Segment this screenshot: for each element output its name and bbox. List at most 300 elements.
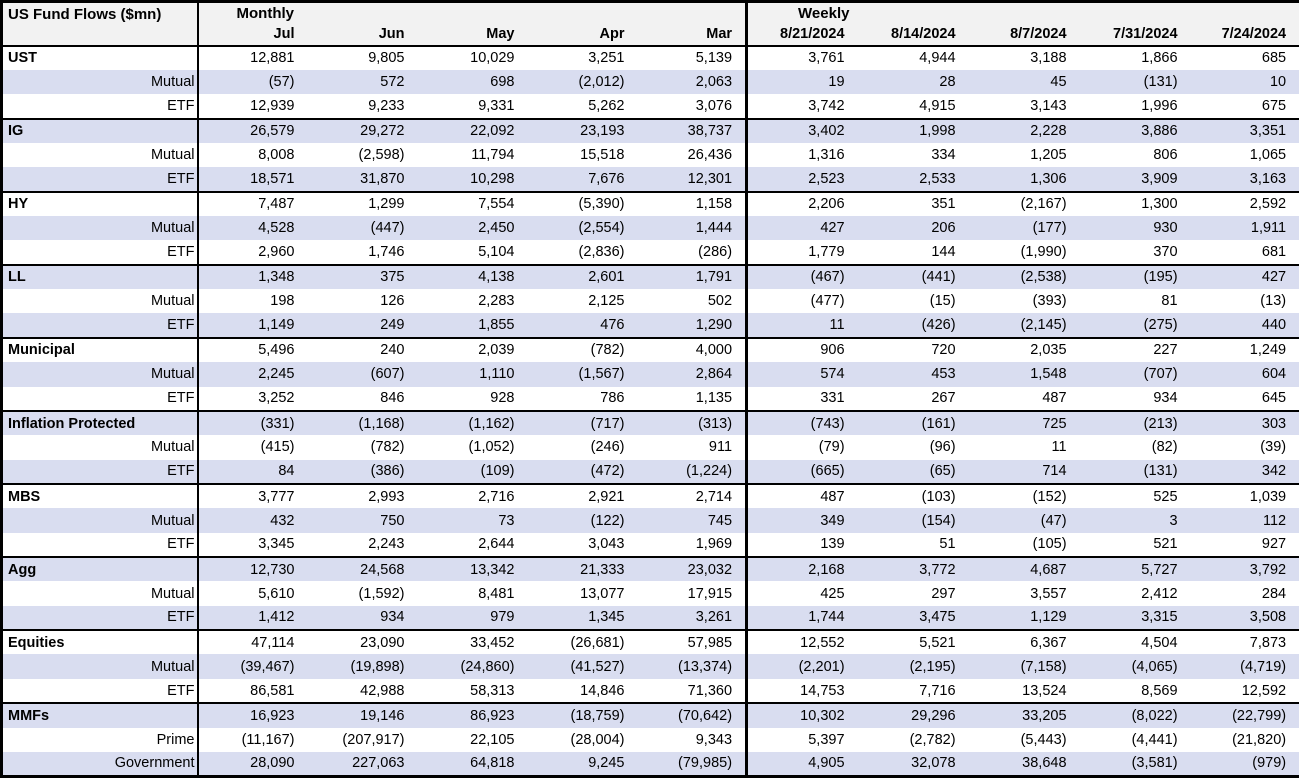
cell-value: (82) [1080, 435, 1191, 459]
cell-value: 1,746 [308, 240, 418, 264]
cell-value: (103) [858, 484, 969, 508]
row-label: Mutual [2, 70, 198, 94]
cell-value: 13,342 [418, 557, 528, 581]
table-row [2, 143, 1299, 167]
cell-value: 4,905 [747, 752, 858, 777]
cell-value: 750 [308, 508, 418, 532]
cell-value: 7,487 [198, 192, 308, 216]
cell-value: 12,730 [198, 557, 308, 581]
row-label: ETF [2, 533, 198, 557]
cell-value: 3,402 [747, 119, 858, 143]
cell-value: 206 [858, 216, 969, 240]
cell-value: 45 [969, 70, 1080, 94]
cell-value: 5,610 [198, 581, 308, 605]
cell-value: 8,569 [1080, 679, 1191, 703]
cell-value: (415) [198, 435, 308, 459]
cell-value: 6,367 [969, 630, 1080, 654]
cell-value: 1,444 [638, 216, 747, 240]
cell-value: 12,592 [1191, 679, 1299, 703]
cell-value: 1,779 [747, 240, 858, 264]
cell-value: (19,898) [308, 654, 418, 678]
cell-value: 3,188 [969, 46, 1080, 70]
cell-value: (131) [1080, 70, 1191, 94]
cell-value: 227,063 [308, 752, 418, 777]
group-label: Inflation Protected [2, 411, 198, 435]
cell-value: 23,032 [638, 557, 747, 581]
cell-value: 3,475 [858, 606, 969, 630]
cell-value: (5,390) [528, 192, 638, 216]
cell-value: 370 [1080, 240, 1191, 264]
cell-value: 2,921 [528, 484, 638, 508]
cell-value: 2,125 [528, 289, 638, 313]
cell-value: (28,004) [528, 728, 638, 752]
cell-value: (41,527) [528, 654, 638, 678]
row-label: Mutual [2, 508, 198, 532]
table-row [2, 70, 1299, 94]
cell-value: (331) [198, 411, 308, 435]
cell-value: 81 [1080, 289, 1191, 313]
section-header-row [2, 2, 1299, 24]
cell-value: 1,866 [1080, 46, 1191, 70]
cell-value: 930 [1080, 216, 1191, 240]
cell-value: (1,168) [308, 411, 418, 435]
row-label: ETF [2, 313, 198, 337]
cell-value: 934 [308, 606, 418, 630]
cell-value: (4,441) [1080, 728, 1191, 752]
cell-value: 29,272 [308, 119, 418, 143]
row-label: ETF [2, 240, 198, 264]
cell-value: 303 [1191, 411, 1299, 435]
table-row [2, 435, 1299, 459]
cell-value: (177) [969, 216, 1080, 240]
cell-value: (743) [747, 411, 858, 435]
group-row-mbs [2, 484, 1299, 508]
group-row-ll [2, 265, 1299, 289]
cell-value: 12,552 [747, 630, 858, 654]
cell-value: (3,581) [1080, 752, 1191, 777]
cell-value: 2,533 [858, 167, 969, 191]
cell-value: 432 [198, 508, 308, 532]
cell-value: 2,283 [418, 289, 528, 313]
cell-value: 521 [1080, 533, 1191, 557]
cell-value: 3,742 [747, 94, 858, 118]
cell-value: 2,592 [1191, 192, 1299, 216]
cell-value: 2,601 [528, 265, 638, 289]
cell-value: 2,993 [308, 484, 418, 508]
cell-value: 10 [1191, 70, 1299, 94]
group-row-agg [2, 557, 1299, 581]
cell-value: 5,727 [1080, 557, 1191, 581]
cell-value: 427 [1191, 265, 1299, 289]
cell-value: 14,846 [528, 679, 638, 703]
cell-value: 2,063 [638, 70, 747, 94]
cell-value: (1,052) [418, 435, 528, 459]
cell-value: 1,299 [308, 192, 418, 216]
cell-value: 240 [308, 338, 418, 362]
cell-value: 1,345 [528, 606, 638, 630]
row-label: Prime [2, 728, 198, 752]
cell-value: 15,518 [528, 143, 638, 167]
table-row [2, 460, 1299, 484]
cell-value: (1,162) [418, 411, 528, 435]
cell-value: (7,158) [969, 654, 1080, 678]
cell-value: (1,592) [308, 581, 418, 605]
cell-value: 2,412 [1080, 581, 1191, 605]
cell-value: 11 [969, 435, 1080, 459]
column-header: Jul [198, 24, 308, 46]
cell-value: 28,090 [198, 752, 308, 777]
cell-value: (717) [528, 411, 638, 435]
row-label: ETF [2, 679, 198, 703]
cell-value: 12,881 [198, 46, 308, 70]
cell-value: (2,012) [528, 70, 638, 94]
cell-value: (195) [1080, 265, 1191, 289]
column-header: Mar [638, 24, 747, 46]
cell-value: 19,146 [308, 703, 418, 727]
cell-value: 375 [308, 265, 418, 289]
cell-value: 2,168 [747, 557, 858, 581]
cell-value: 349 [747, 508, 858, 532]
row-label: ETF [2, 460, 198, 484]
cell-value: 846 [308, 387, 418, 411]
cell-value: (2,836) [528, 240, 638, 264]
cell-value: 33,205 [969, 703, 1080, 727]
cell-value: (707) [1080, 362, 1191, 386]
cell-value: 927 [1191, 533, 1299, 557]
cell-value: 1,290 [638, 313, 747, 337]
cell-value: (122) [528, 508, 638, 532]
cell-value: 1,412 [198, 606, 308, 630]
cell-value: 198 [198, 289, 308, 313]
cell-value: 1,205 [969, 143, 1080, 167]
cell-value: 685 [1191, 46, 1299, 70]
row-label: Mutual [2, 654, 198, 678]
cell-value: 1,300 [1080, 192, 1191, 216]
cell-value: 2,035 [969, 338, 1080, 362]
group-row-equities [2, 630, 1299, 654]
cell-value: 331 [747, 387, 858, 411]
cell-value: (96) [858, 435, 969, 459]
cell-value: 2,716 [418, 484, 528, 508]
cell-value: 911 [638, 435, 747, 459]
cell-value: 12,301 [638, 167, 747, 191]
cell-value: 1,039 [1191, 484, 1299, 508]
cell-value: (65) [858, 460, 969, 484]
cell-value: 334 [858, 143, 969, 167]
cell-value: 745 [638, 508, 747, 532]
cell-value: 38,737 [638, 119, 747, 143]
cell-value: 47,114 [198, 630, 308, 654]
cell-value: (246) [528, 435, 638, 459]
cell-value: 22,105 [418, 728, 528, 752]
table-row [2, 289, 1299, 313]
cell-value: 1,249 [1191, 338, 1299, 362]
cell-value: (161) [858, 411, 969, 435]
cell-value: 1,110 [418, 362, 528, 386]
cell-value: (2,195) [858, 654, 969, 678]
cell-value: 1,548 [969, 362, 1080, 386]
cell-value: 58,313 [418, 679, 528, 703]
cell-value: 487 [747, 484, 858, 508]
cell-value: 24,568 [308, 557, 418, 581]
cell-value: (607) [308, 362, 418, 386]
cell-value: 19 [747, 70, 858, 94]
cell-value: 714 [969, 460, 1080, 484]
cell-value: (213) [1080, 411, 1191, 435]
column-header: 8/21/2024 [747, 24, 858, 46]
cell-value: 7,716 [858, 679, 969, 703]
cell-value: (70,642) [638, 703, 747, 727]
cell-value: 1,348 [198, 265, 308, 289]
cell-value: 4,915 [858, 94, 969, 118]
cell-value: (441) [858, 265, 969, 289]
cell-value: 57,985 [638, 630, 747, 654]
cell-value: 1,998 [858, 119, 969, 143]
cell-value: (79) [747, 435, 858, 459]
cell-value: (105) [969, 533, 1080, 557]
cell-value: 2,864 [638, 362, 747, 386]
cell-value: 3,909 [1080, 167, 1191, 191]
cell-value: (21,820) [1191, 728, 1299, 752]
cell-value: (393) [969, 289, 1080, 313]
cell-value: 3,143 [969, 94, 1080, 118]
cell-value: 1,791 [638, 265, 747, 289]
cell-value: (26,681) [528, 630, 638, 654]
cell-value: 1,129 [969, 606, 1080, 630]
cell-value: 476 [528, 313, 638, 337]
cell-value: (275) [1080, 313, 1191, 337]
cell-value: (109) [418, 460, 528, 484]
cell-value: 31,870 [308, 167, 418, 191]
column-header: 8/14/2024 [858, 24, 969, 46]
monthly-section-label: Monthly [198, 2, 747, 24]
cell-value: 4,687 [969, 557, 1080, 581]
table-row [2, 679, 1299, 703]
cell-value: 14,753 [747, 679, 858, 703]
cell-value: 786 [528, 387, 638, 411]
cell-value: 502 [638, 289, 747, 313]
cell-value: (1,224) [638, 460, 747, 484]
cell-value: 4,138 [418, 265, 528, 289]
cell-value: 574 [747, 362, 858, 386]
cell-value: (47) [969, 508, 1080, 532]
table-title: US Fund Flows ($mn) [2, 2, 198, 46]
cell-value: (426) [858, 313, 969, 337]
cell-value: 3,261 [638, 606, 747, 630]
cell-value: 5,496 [198, 338, 308, 362]
cell-value: (207,917) [308, 728, 418, 752]
table-row [2, 216, 1299, 240]
cell-value: 2,523 [747, 167, 858, 191]
cell-value: 342 [1191, 460, 1299, 484]
column-header: Apr [528, 24, 638, 46]
cell-value: (313) [638, 411, 747, 435]
cell-value: 3,792 [1191, 557, 1299, 581]
cell-value: (154) [858, 508, 969, 532]
row-label: Mutual [2, 143, 198, 167]
cell-value: 3,163 [1191, 167, 1299, 191]
cell-value: 487 [969, 387, 1080, 411]
cell-value: 2,243 [308, 533, 418, 557]
cell-value: 3,777 [198, 484, 308, 508]
cell-value: 2,039 [418, 338, 528, 362]
cell-value: 7,676 [528, 167, 638, 191]
cell-value: 453 [858, 362, 969, 386]
column-header: 8/7/2024 [969, 24, 1080, 46]
cell-value: 5,139 [638, 46, 747, 70]
cell-value: (472) [528, 460, 638, 484]
cell-value: (2,167) [969, 192, 1080, 216]
cell-value: (782) [308, 435, 418, 459]
cell-value: (22,799) [1191, 703, 1299, 727]
row-label: ETF [2, 167, 198, 191]
cell-value: 12,939 [198, 94, 308, 118]
cell-value: 9,343 [638, 728, 747, 752]
cell-value: 3,772 [858, 557, 969, 581]
cell-value: (24,860) [418, 654, 528, 678]
cell-value: (386) [308, 460, 418, 484]
group-label: Agg [2, 557, 198, 581]
cell-value: 9,805 [308, 46, 418, 70]
cell-value: 11 [747, 313, 858, 337]
cell-value: (15) [858, 289, 969, 313]
cell-value: 2,450 [418, 216, 528, 240]
cell-value: (1,990) [969, 240, 1080, 264]
cell-value: 26,579 [198, 119, 308, 143]
cell-value: 425 [747, 581, 858, 605]
cell-value: 2,644 [418, 533, 528, 557]
row-label: Mutual [2, 362, 198, 386]
cell-value: 23,193 [528, 119, 638, 143]
cell-value: 1,911 [1191, 216, 1299, 240]
cell-value: (57) [198, 70, 308, 94]
cell-value: 9,331 [418, 94, 528, 118]
cell-value: 86,581 [198, 679, 308, 703]
table-row [2, 606, 1299, 630]
cell-value: 979 [418, 606, 528, 630]
cell-value: 13,077 [528, 581, 638, 605]
table-header [2, 2, 1299, 46]
cell-value: 26,436 [638, 143, 747, 167]
cell-value: 29,296 [858, 703, 969, 727]
cell-value: 2,206 [747, 192, 858, 216]
table-row [2, 533, 1299, 557]
row-label: ETF [2, 606, 198, 630]
cell-value: (782) [528, 338, 638, 362]
cell-value: (13) [1191, 289, 1299, 313]
row-label: Mutual [2, 581, 198, 605]
cell-value: 7,554 [418, 192, 528, 216]
cell-value: 8,008 [198, 143, 308, 167]
cell-value: (152) [969, 484, 1080, 508]
cell-value: (2,538) [969, 265, 1080, 289]
cell-value: 126 [308, 289, 418, 313]
cell-value: (2,145) [969, 313, 1080, 337]
cell-value: (5,443) [969, 728, 1080, 752]
column-header: 7/31/2024 [1080, 24, 1191, 46]
cell-value: 1,855 [418, 313, 528, 337]
table-row [2, 387, 1299, 411]
cell-value: (131) [1080, 460, 1191, 484]
table-row [2, 581, 1299, 605]
cell-value: 3,508 [1191, 606, 1299, 630]
cell-value: (39) [1191, 435, 1299, 459]
cell-value: 84 [198, 460, 308, 484]
cell-value: 1,149 [198, 313, 308, 337]
cell-value: 351 [858, 192, 969, 216]
table-row [2, 752, 1299, 777]
cell-value: 645 [1191, 387, 1299, 411]
cell-value: 1,065 [1191, 143, 1299, 167]
group-row-ust [2, 46, 1299, 70]
cell-value: 4,944 [858, 46, 969, 70]
cell-value: 38,648 [969, 752, 1080, 777]
cell-value: 51 [858, 533, 969, 557]
cell-value: 64,818 [418, 752, 528, 777]
cell-value: (665) [747, 460, 858, 484]
row-label: Mutual [2, 289, 198, 313]
cell-value: 33,452 [418, 630, 528, 654]
cell-value: 297 [858, 581, 969, 605]
cell-value: 1,996 [1080, 94, 1191, 118]
group-label: MBS [2, 484, 198, 508]
table-row [2, 654, 1299, 678]
cell-value: (286) [638, 240, 747, 264]
cell-value: 572 [308, 70, 418, 94]
cell-value: 2,714 [638, 484, 747, 508]
cell-value: (979) [1191, 752, 1299, 777]
cell-value: (39,467) [198, 654, 308, 678]
group-label: UST [2, 46, 198, 70]
cell-value: 9,233 [308, 94, 418, 118]
cell-value: 675 [1191, 94, 1299, 118]
table-row [2, 94, 1299, 118]
cell-value: 10,029 [418, 46, 528, 70]
cell-value: (8,022) [1080, 703, 1191, 727]
row-label: ETF [2, 94, 198, 118]
row-label: Mutual [2, 216, 198, 240]
cell-value: 23,090 [308, 630, 418, 654]
cell-value: 22,092 [418, 119, 528, 143]
cell-value: (11,167) [198, 728, 308, 752]
cell-value: (2,598) [308, 143, 418, 167]
cell-value: 3,761 [747, 46, 858, 70]
cell-value: 604 [1191, 362, 1299, 386]
cell-value: 144 [858, 240, 969, 264]
cell-value: 9,245 [528, 752, 638, 777]
cell-value: 3,251 [528, 46, 638, 70]
cell-value: 5,521 [858, 630, 969, 654]
cell-value: 3,315 [1080, 606, 1191, 630]
cell-value: 284 [1191, 581, 1299, 605]
cell-value: 227 [1080, 338, 1191, 362]
cell-value: 8,481 [418, 581, 528, 605]
group-row-mmfs [2, 703, 1299, 727]
group-row-hy [2, 192, 1299, 216]
cell-value: 4,528 [198, 216, 308, 240]
cell-value: 2,228 [969, 119, 1080, 143]
cell-value: 10,302 [747, 703, 858, 727]
cell-value: 13,524 [969, 679, 1080, 703]
cell-value: 698 [418, 70, 528, 94]
cell-value: 17,915 [638, 581, 747, 605]
cell-value: 427 [747, 216, 858, 240]
group-row-ig [2, 119, 1299, 143]
table-body [2, 46, 1299, 777]
cell-value: (4,719) [1191, 654, 1299, 678]
group-label: IG [2, 119, 198, 143]
cell-value: 3,886 [1080, 119, 1191, 143]
